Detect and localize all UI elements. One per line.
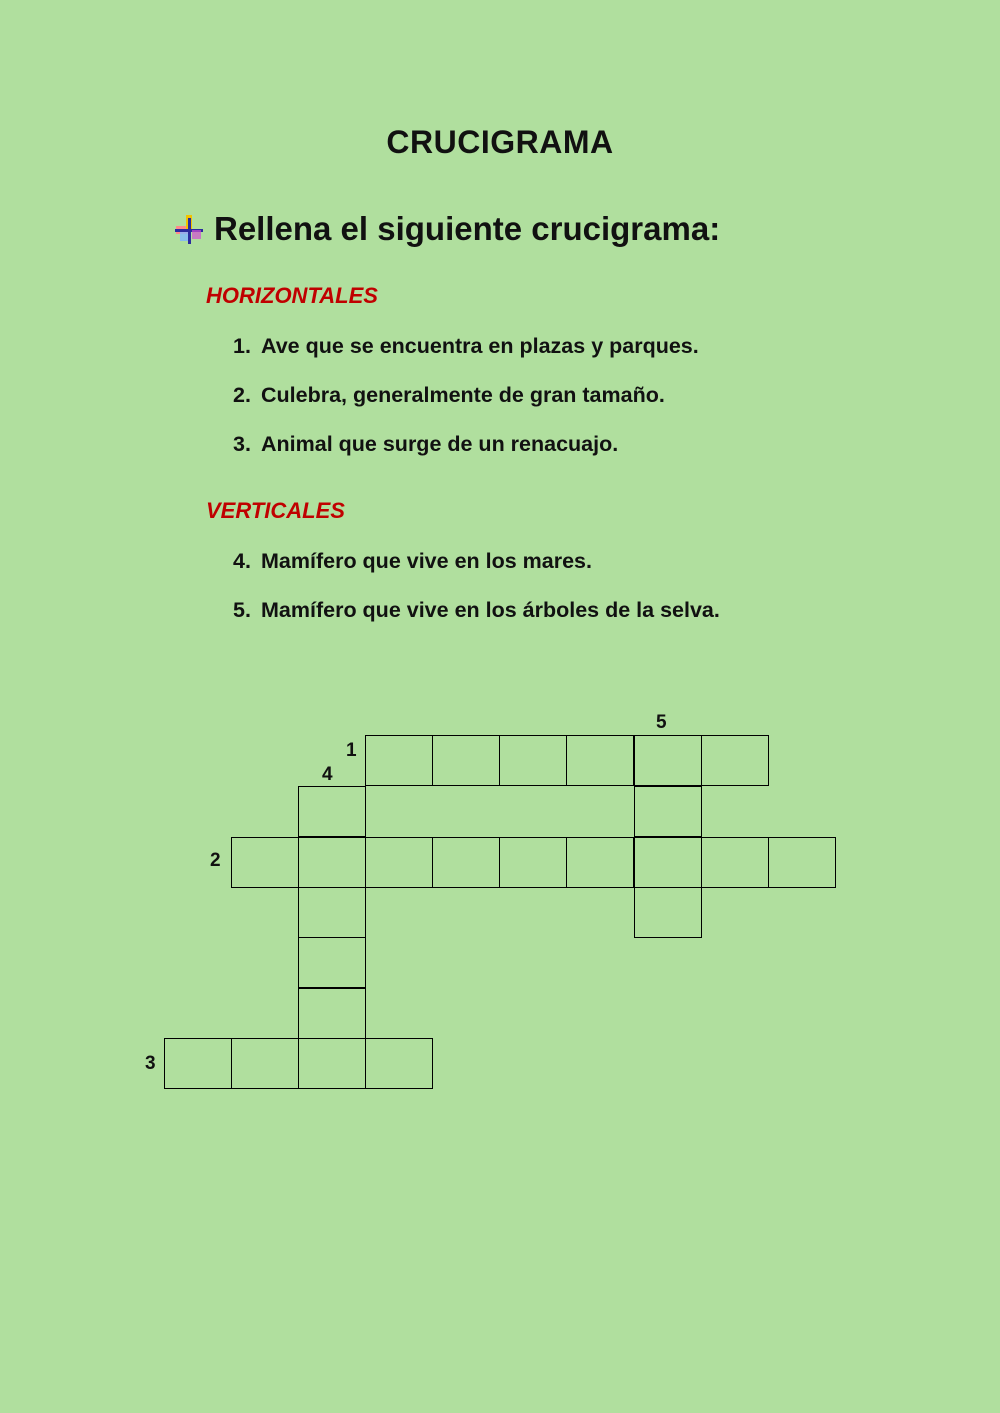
crossword-cell[interactable]	[298, 1038, 366, 1089]
instruction-text: Rellena el siguiente crucigrama:	[214, 210, 721, 247]
crossword-cell[interactable]	[298, 786, 366, 837]
clue-text: Ave que se encuentra en plazas y parques.	[261, 334, 699, 358]
crossword-cell[interactable]	[701, 837, 769, 888]
crossword-cell[interactable]	[432, 837, 500, 888]
crossword-cell[interactable]	[768, 837, 836, 888]
crossword-cell[interactable]	[566, 837, 634, 888]
crossword-cell[interactable]	[634, 837, 702, 888]
grid-number-3: 3	[145, 1053, 156, 1074]
clue-text: Animal que surge de un renacuajo.	[261, 432, 619, 456]
crossword-cell[interactable]	[231, 1038, 299, 1089]
clue-number: 2.	[233, 383, 251, 407]
page-title: CRUCIGRAMA	[386, 124, 614, 160]
crossword-cell[interactable]	[298, 837, 366, 888]
crossword-cell[interactable]	[365, 1038, 433, 1089]
crossword-cell[interactable]	[164, 1038, 232, 1089]
clue-text: Culebra, generalmente de gran tamaño.	[261, 383, 665, 407]
crossword-cell[interactable]	[566, 735, 634, 786]
crossword-cell[interactable]	[499, 837, 567, 888]
grid-number-4: 4	[322, 764, 333, 785]
crossword-cell[interactable]	[634, 887, 702, 938]
grid-number-5: 5	[656, 712, 667, 733]
grid-number-2: 2	[210, 850, 221, 871]
clue-text: Mamífero que vive en los árboles de la selva.	[261, 598, 720, 622]
crossword-cell[interactable]	[701, 735, 769, 786]
crossword-cell[interactable]	[231, 837, 299, 888]
clue-number: 3.	[233, 432, 251, 456]
verticales-heading: VERTICALES	[206, 498, 345, 523]
clue-number: 1.	[233, 334, 251, 358]
crossword-cell[interactable]	[634, 786, 702, 837]
crossword-cell[interactable]	[499, 735, 567, 786]
grid-number-1: 1	[346, 740, 357, 761]
crossword-cell[interactable]	[634, 735, 702, 786]
clue-number: 5.	[233, 598, 251, 622]
crossword-cell[interactable]	[365, 837, 433, 888]
crossword-cell[interactable]	[298, 937, 366, 988]
crossword-cell[interactable]	[432, 735, 500, 786]
clue-number: 4.	[233, 549, 251, 573]
crossword-cell[interactable]	[298, 988, 366, 1039]
crossword-cell[interactable]	[365, 735, 433, 786]
horizontales-heading: HORIZONTALES	[206, 283, 378, 308]
crossword-cell[interactable]	[298, 887, 366, 938]
clue-text: Mamífero que vive en los mares.	[261, 549, 592, 573]
